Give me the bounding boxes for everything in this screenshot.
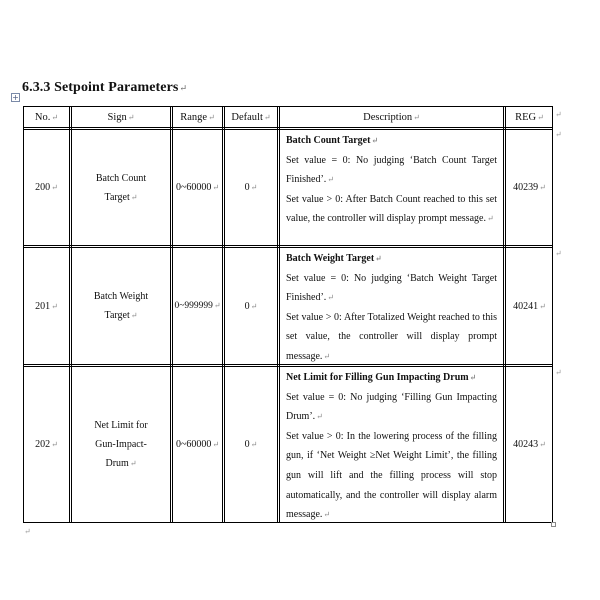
header-reg: REG ↵ bbox=[515, 112, 544, 123]
header-description: Description ↵ bbox=[363, 112, 420, 123]
row-202-range: 0~60000 ↵ bbox=[175, 439, 220, 450]
paragraph-end-mark: ↵ bbox=[24, 527, 31, 536]
section-title: 6.3.3 Setpoint Parameters bbox=[22, 80, 179, 95]
row-200-reg: 40239 ↵ bbox=[513, 182, 546, 193]
row-200-description: Batch Count Target↵ Set value = 0: No judging ‘Batch Count Target Finished’.↵ Set value > 0: After Batch Count reached to this set value, the controller will display prompt message.↵ bbox=[286, 135, 497, 225]
section-heading bbox=[22, 80, 187, 96]
row-201-default: 0 ↵ bbox=[244, 300, 258, 312]
setpoint-parameters-table bbox=[23, 106, 553, 523]
row-201-range: 0~999999↵ bbox=[174, 301, 221, 311]
row-200-no: 200 ↵ bbox=[35, 182, 58, 193]
header-sign: Sign ↵ bbox=[107, 112, 135, 123]
row-201-reg: 40241 ↵ bbox=[513, 300, 546, 312]
row-201-description: Batch Weight Target↵ Set value = 0: No judging ‘Batch Weight Target Finished’.↵ Set value > 0: After Totalized Weight reached to this set value, the controller will display prompt message.↵ bbox=[286, 253, 497, 362]
table-resize-handle-icon[interactable] bbox=[551, 522, 556, 527]
row-200-range: 0~60000 ↵ bbox=[175, 182, 220, 193]
paragraph-mark: ↵ bbox=[179, 83, 188, 93]
table-move-handle-icon[interactable]: + bbox=[12, 93, 19, 102]
row-200-sign: Batch Count Target↵ bbox=[95, 172, 147, 203]
row-end-mark: ↵ bbox=[555, 110, 562, 119]
row-end-mark: ↵ bbox=[555, 130, 562, 139]
row-202-default: 0 ↵ bbox=[244, 439, 258, 450]
row-201-no: 201 ↵ bbox=[35, 300, 58, 312]
row-202-no: 202 ↵ bbox=[35, 439, 58, 450]
header-no: No. ↵ bbox=[34, 112, 59, 123]
row-200-default: 0 ↵ bbox=[244, 182, 258, 193]
row-end-mark: ↵ bbox=[555, 368, 562, 377]
row-201-sign: Batch Weight Target↵ bbox=[93, 291, 149, 321]
header-default: Default ↵ bbox=[231, 112, 271, 123]
row-202-reg: 40243 ↵ bbox=[513, 439, 546, 450]
row-202-sign: Net Limit for Gun-Impact-Drum↵ bbox=[94, 420, 148, 469]
row-202-description: Net Limit for Filling Gun Impacting Drum↵ Set value = 0: No judging ‘Filling Gun Impacting Drum’.↵ Set value > 0: In the lowering process of the filling gun, if ‘Net Weight ≥Net Weight Limit’, the filling gun will lift and the filling process will stop automatically, and the controller will display alarm message.↵ bbox=[286, 372, 497, 521]
header-range: Range ↵ bbox=[180, 112, 215, 123]
row-end-mark: ↵ bbox=[555, 249, 562, 258]
